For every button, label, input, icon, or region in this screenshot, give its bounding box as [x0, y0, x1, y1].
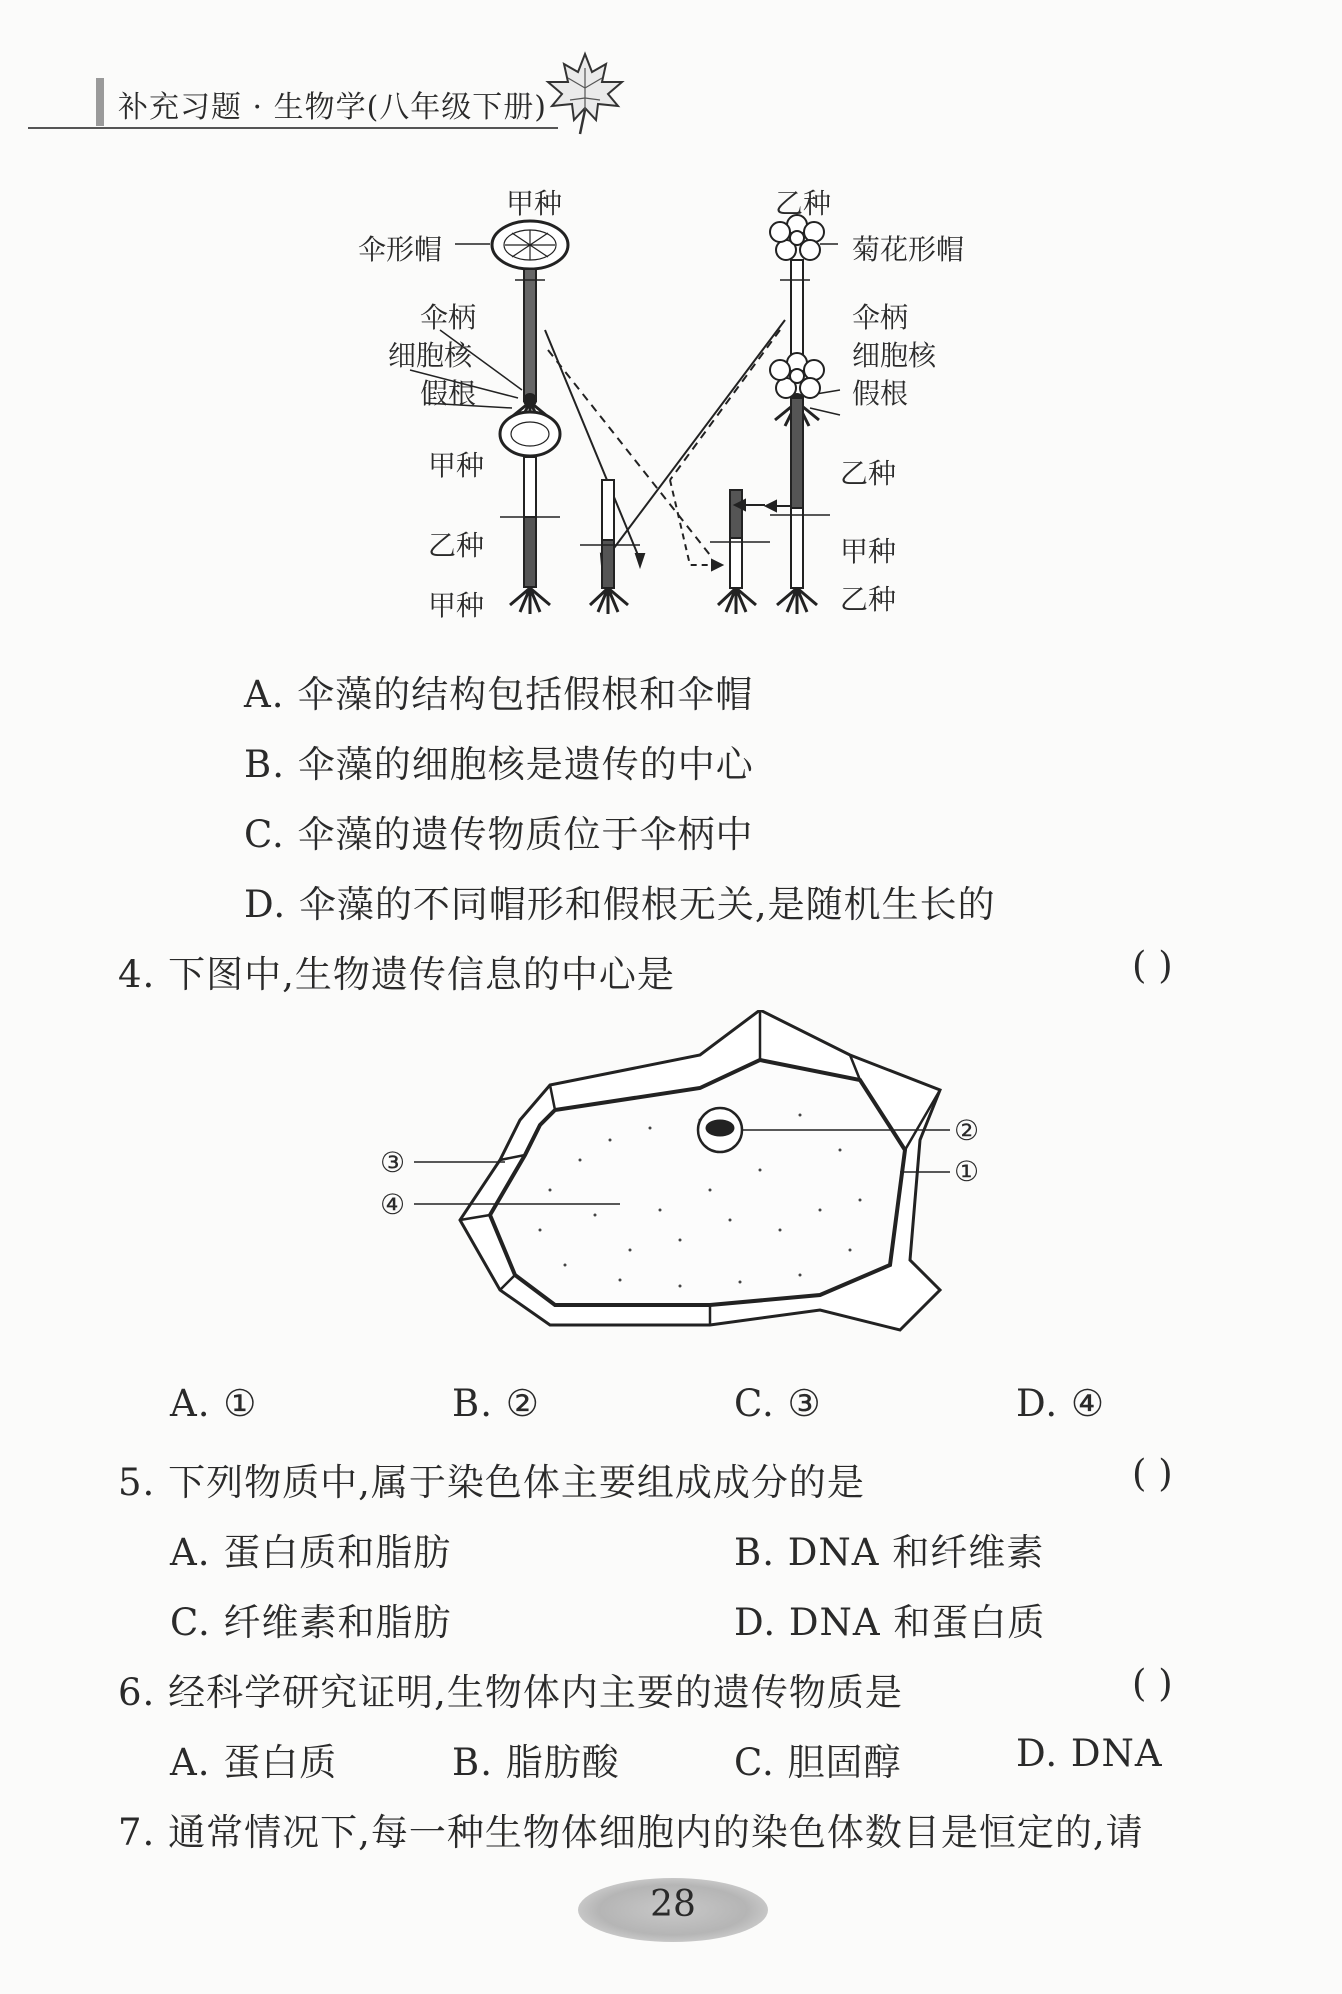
cell-label-2: ②: [954, 1114, 980, 1147]
q4-option-a: A. ①: [170, 1382, 258, 1425]
q5-answer-paren: ( ): [1132, 1452, 1173, 1495]
label-nucleus-right: 细胞核: [852, 339, 937, 372]
q7-stem: 7. 通常情况下,每一种生物体细胞内的染色体数目是恒定的,请: [118, 1811, 1144, 1854]
q4-option-c: C. ③: [734, 1382, 822, 1425]
q6-option-d: D. DNA: [1016, 1732, 1163, 1775]
label-rhizoid-left: 假根: [420, 377, 477, 410]
label-result-left-top: 甲种: [428, 449, 485, 482]
q6-option-b: B. 脂肪酸: [452, 1741, 620, 1784]
label-result-right-top: 乙种: [840, 457, 897, 490]
q3-option-d: D. 伞藻的不同帽形和假根无关,是随机生长的: [244, 883, 996, 926]
q5-option-d: D. DNA 和蛋白质: [734, 1601, 1046, 1644]
label-species-a-top: 甲种: [506, 187, 563, 220]
q3-option-a: A. 伞藻的结构包括假根和伞帽: [244, 673, 754, 716]
page-number: 28: [650, 1884, 696, 1925]
label-rhizoid-right: 假根: [852, 377, 909, 410]
label-umbrella-cap: 伞形帽: [358, 233, 443, 266]
q4-stem: 4. 下图中,生物遗传信息的中心是: [118, 953, 675, 996]
label-stalk-right: 伞柄: [852, 301, 909, 334]
header-rule: [28, 127, 558, 129]
label-nucleus-left: 细胞核: [388, 339, 473, 372]
label-species-b-top: 乙种: [775, 187, 832, 220]
q5-option-c: C. 纤维素和脂肪: [170, 1601, 452, 1644]
q6-option-a: A. 蛋白质: [170, 1741, 338, 1784]
q6-stem: 6. 经科学研究证明,生物体内主要的遗传物质是: [118, 1671, 903, 1714]
cell-label-4: ④: [380, 1188, 406, 1221]
label-result-left-mid: 乙种: [428, 529, 485, 562]
q3-option-c: C. 伞藻的遗传物质位于伞柄中: [244, 813, 754, 856]
plant-cell-figure: [380, 1010, 1000, 1360]
label-result-right-mid: 甲种: [840, 535, 897, 568]
label-result-left-bottom: 甲种: [428, 589, 485, 622]
label-chrysanthemum-cap: 菊花形帽: [852, 233, 965, 266]
q6-answer-paren: ( ): [1132, 1662, 1173, 1705]
cell-label-1: ①: [954, 1155, 980, 1188]
header-bar: [96, 78, 104, 126]
header-title: 补充习题 · 生物学(八年级下册): [118, 90, 548, 125]
species-a-plant: [492, 221, 568, 428]
q4-answer-paren: ( ): [1132, 944, 1173, 987]
label-result-right-bottom: 乙种: [840, 583, 897, 616]
q4-option-d: D. ④: [1016, 1382, 1106, 1425]
q3-option-b: B. 伞藻的细胞核是遗传的中心: [244, 743, 754, 786]
q6-option-c: C. 胆固醇: [734, 1741, 902, 1784]
cell-label-3: ③: [380, 1146, 406, 1179]
q5-option-a: A. 蛋白质和脂肪: [170, 1531, 452, 1574]
label-stalk-left: 伞柄: [420, 301, 477, 334]
q4-option-b: B. ②: [452, 1382, 540, 1425]
maple-leaf-icon: [540, 48, 630, 138]
q5-stem: 5. 下列物质中,属于染色体主要组成成分的是: [118, 1461, 865, 1504]
q5-option-b: B. DNA 和纤维素: [734, 1531, 1045, 1574]
